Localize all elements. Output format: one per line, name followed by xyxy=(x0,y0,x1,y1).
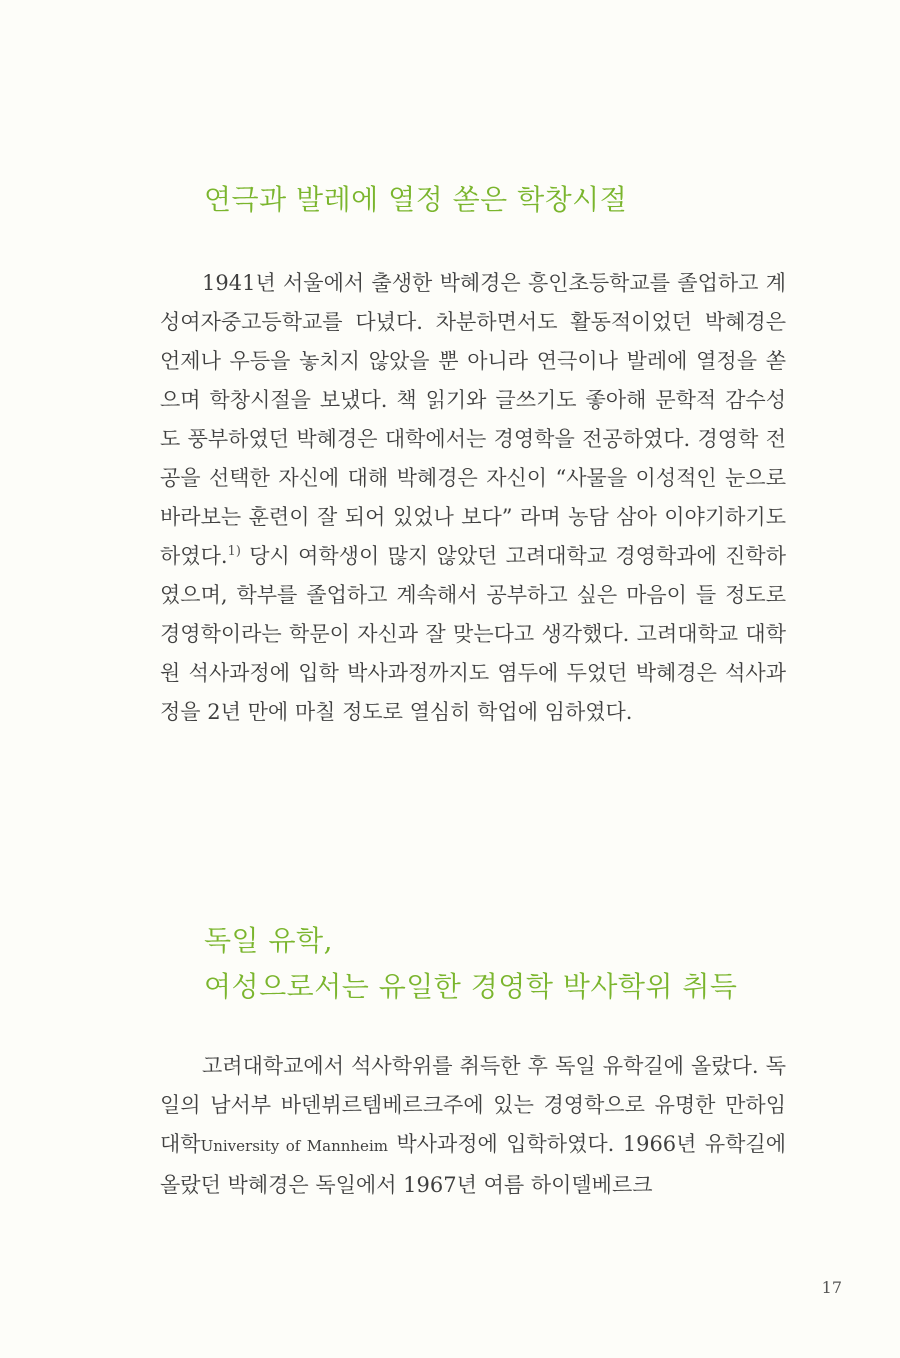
paragraph-text: 박사과정에 입학하였다. 1966년 유학길에 올랐던 박혜경은 독일에서 1967년 여름 하이델베르크 xyxy=(160,1132,787,1197)
section-title-line: 연극과 발레에 열정 쏟은 학창시절 xyxy=(204,183,628,216)
footnote-reference[interactable]: 1) xyxy=(227,544,241,559)
paragraph-text: 고려대학교에서 석사학위를 취득한 후 독일 유학길에 올랐다. 독일의 남서부 바덴뷔르템베르크주에 있는 경영학으로 유명한 만하임대학 xyxy=(160,1054,786,1156)
section-title-line: 독일 유학, xyxy=(204,924,333,957)
latin-university-name: University of Mannheim xyxy=(200,1137,388,1155)
section-title xyxy=(204,918,737,1010)
body-paragraph xyxy=(160,264,786,732)
paragraph-text: 당시 여학생이 많지 않았던 고려대학교 경영학과에 진학하였으며, 학부를 졸업하고 계속해서 공부하고 싶은 마음이 들 정도로 경영학이라는 학문이 자신과 잘 맞는다고 생각했다. 고려대학교 대학원 석사과정에 입학 박사과정까지도 염두에 두었던 박혜경은 석사과정을 2년 만에 마칠 정도로 열심히 학업에 임하였다. xyxy=(160,544,786,724)
section-title xyxy=(204,177,627,223)
page-number: 17 xyxy=(821,1278,842,1297)
section-title-line: 여성으로서는 유일한 경영학 박사학위 취득 xyxy=(204,970,738,1003)
paragraph-text: 1941년 서울에서 출생한 박혜경은 흥인초등학교를 졸업하고 계성여자중고등학교를 다녔다. 차분하면서도 활동적이었던 박혜경은 언제나 우등을 놓치지 않았을 뿐 아니라 연극이나 발레에 열정을 쏟으며 학창시절을 보냈다. 책 읽기와 글쓰기도 좋아해 문학적 감수성도 풍부하였던 박혜경은 대학에서는 경영학을 전공하였다. 경영학 전공을 선택한 자신에 대해 박혜경은 자신이 “사물을 이성적인 눈으로 바라보는 훈련이 잘 되어 있었나 보다” 라며 농담 삼아 이야기하기도 하였다. xyxy=(160,271,786,568)
body-paragraph xyxy=(160,1047,786,1205)
